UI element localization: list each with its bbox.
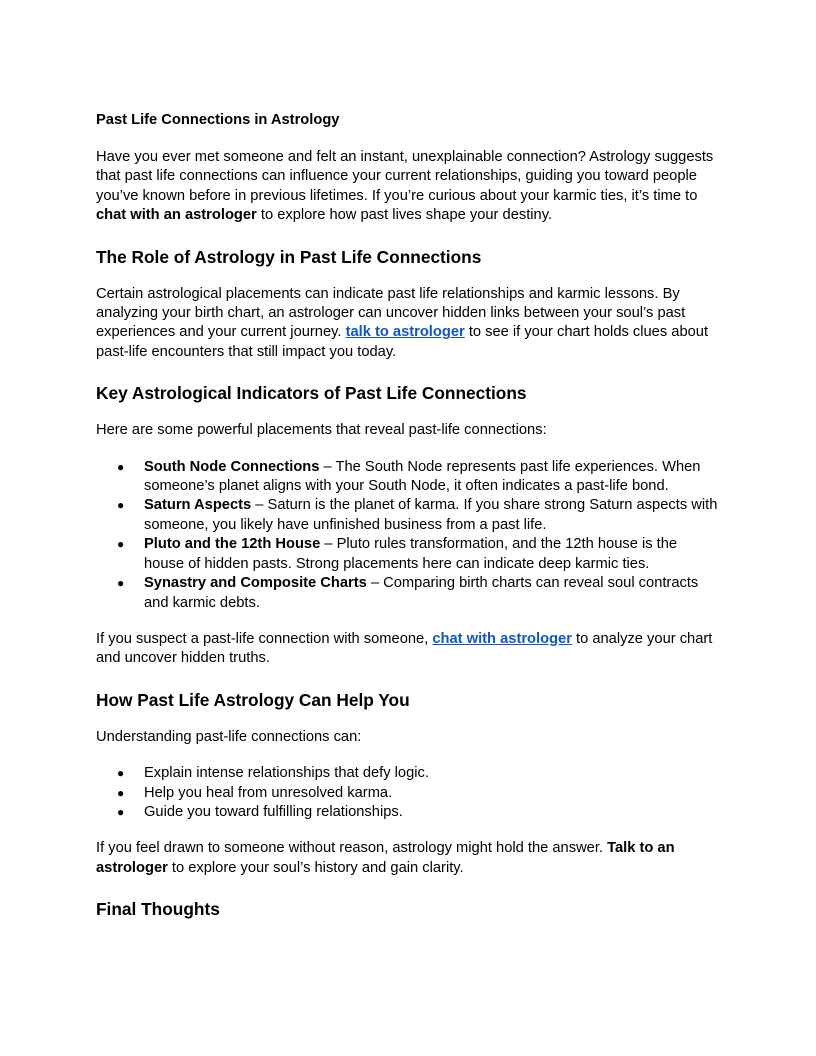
help-intro: Understanding past-life connections can: [96,728,362,745]
role-paragraph [96,285,720,363]
bullet-icon: ● [117,537,125,552]
bullet-icon: ● [117,766,125,781]
list-item-text: – Saturn is the planet of karma. If you share strong Saturn aspects with someone, you likely have unfinished business from a past life. [144,497,718,533]
list-item-text: – Comparing birth charts can reveal soul contracts and karmic debts. [144,575,699,611]
chat-with-astrologer-link[interactable]: chat with astrologer [432,630,572,647]
indicators-list [96,458,720,613]
section-heading-role: The Role of Astrology in Past Life Connections [96,246,482,267]
list-item-term: South Node Connections [144,458,320,475]
list-item-text: Explain intense relationships that defy logic. [144,765,429,782]
list-item [96,458,720,497]
list-item [96,803,720,822]
indicators-closing [96,630,720,669]
section-heading-help: How Past Life Astrology Can Help You [96,689,410,710]
list-item-term: Synastry and Composite Charts [144,575,367,592]
list-item [96,574,720,613]
section-heading-indicators: Key Astrological Indicators of Past Life Connections [96,383,527,404]
closing-text: If you suspect a past-life connection with someone, [96,630,433,647]
list-item [96,784,720,803]
list-item-term: Pluto and the 12th House [144,536,321,553]
help-closing [96,839,720,878]
section-heading-final: Final Thoughts [96,899,220,920]
list-item [96,535,720,574]
list-item-text: – Pluto rules transformation, and the 12th house is the house of hidden pasts. Strong placements here can indicate deep karmic ties. [144,536,678,572]
intro-bold-cta: chat with an astrologer [96,207,257,224]
list-item-text: – The South Node represents past life experiences. When someone’s planet aligns with your South Node, it often indicates a past-life bond. [144,458,701,495]
indicators-intro: Here are some powerful placements that reveal past-life connections: [96,422,547,439]
help-list [96,764,720,822]
bullet-icon: ● [117,459,125,474]
intro-paragraph [96,148,720,226]
list-item-text: Help you heal from unresolved karma. [144,784,393,801]
intro-text-end: to explore how past lives shape your destiny. [256,207,553,224]
role-text: Certain astrological placements can indicate past life relationships and karmic lessons. By analyzing your birth chart, an astrologer can uncover hidden links between your soul’s past experiences and your current journey. [96,285,686,341]
talk-to-astrologer-link[interactable]: talk to astrologer [345,324,465,341]
document-page [96,111,720,937]
bullet-icon: ● [117,498,125,513]
list-item [96,496,720,535]
bullet-icon: ● [117,804,125,819]
document-title: Past Life Connections in Astrology [96,112,340,128]
list-item-text: Guide you toward fulfilling relationships. [144,803,403,820]
closing-text: If you feel drawn to someone without reason, astrology might hold the answer. [96,840,608,857]
bullet-icon: ● [117,576,125,591]
role-text-end: to see if your chart holds clues about past-life encounters that still impact you today. [96,324,709,360]
list-item [96,764,720,783]
closing-text-end: to analyze your chart and uncover hidden truths. [96,630,713,667]
closing-bold-cta: Talk to an astrologer [96,840,675,876]
closing-text-end: to explore your soul’s history and gain clarity. [167,859,464,876]
list-item-term: Saturn Aspects [144,497,252,514]
bullet-icon: ● [117,785,125,800]
intro-text: Have you ever met someone and felt an instant, unexplainable connection? Astrology suggests that past life connections can influence your current relationships, guiding you toward people you’ve known before in previous lifetimes. If you’re curious about your karmic ties, it’s time to [96,149,714,204]
